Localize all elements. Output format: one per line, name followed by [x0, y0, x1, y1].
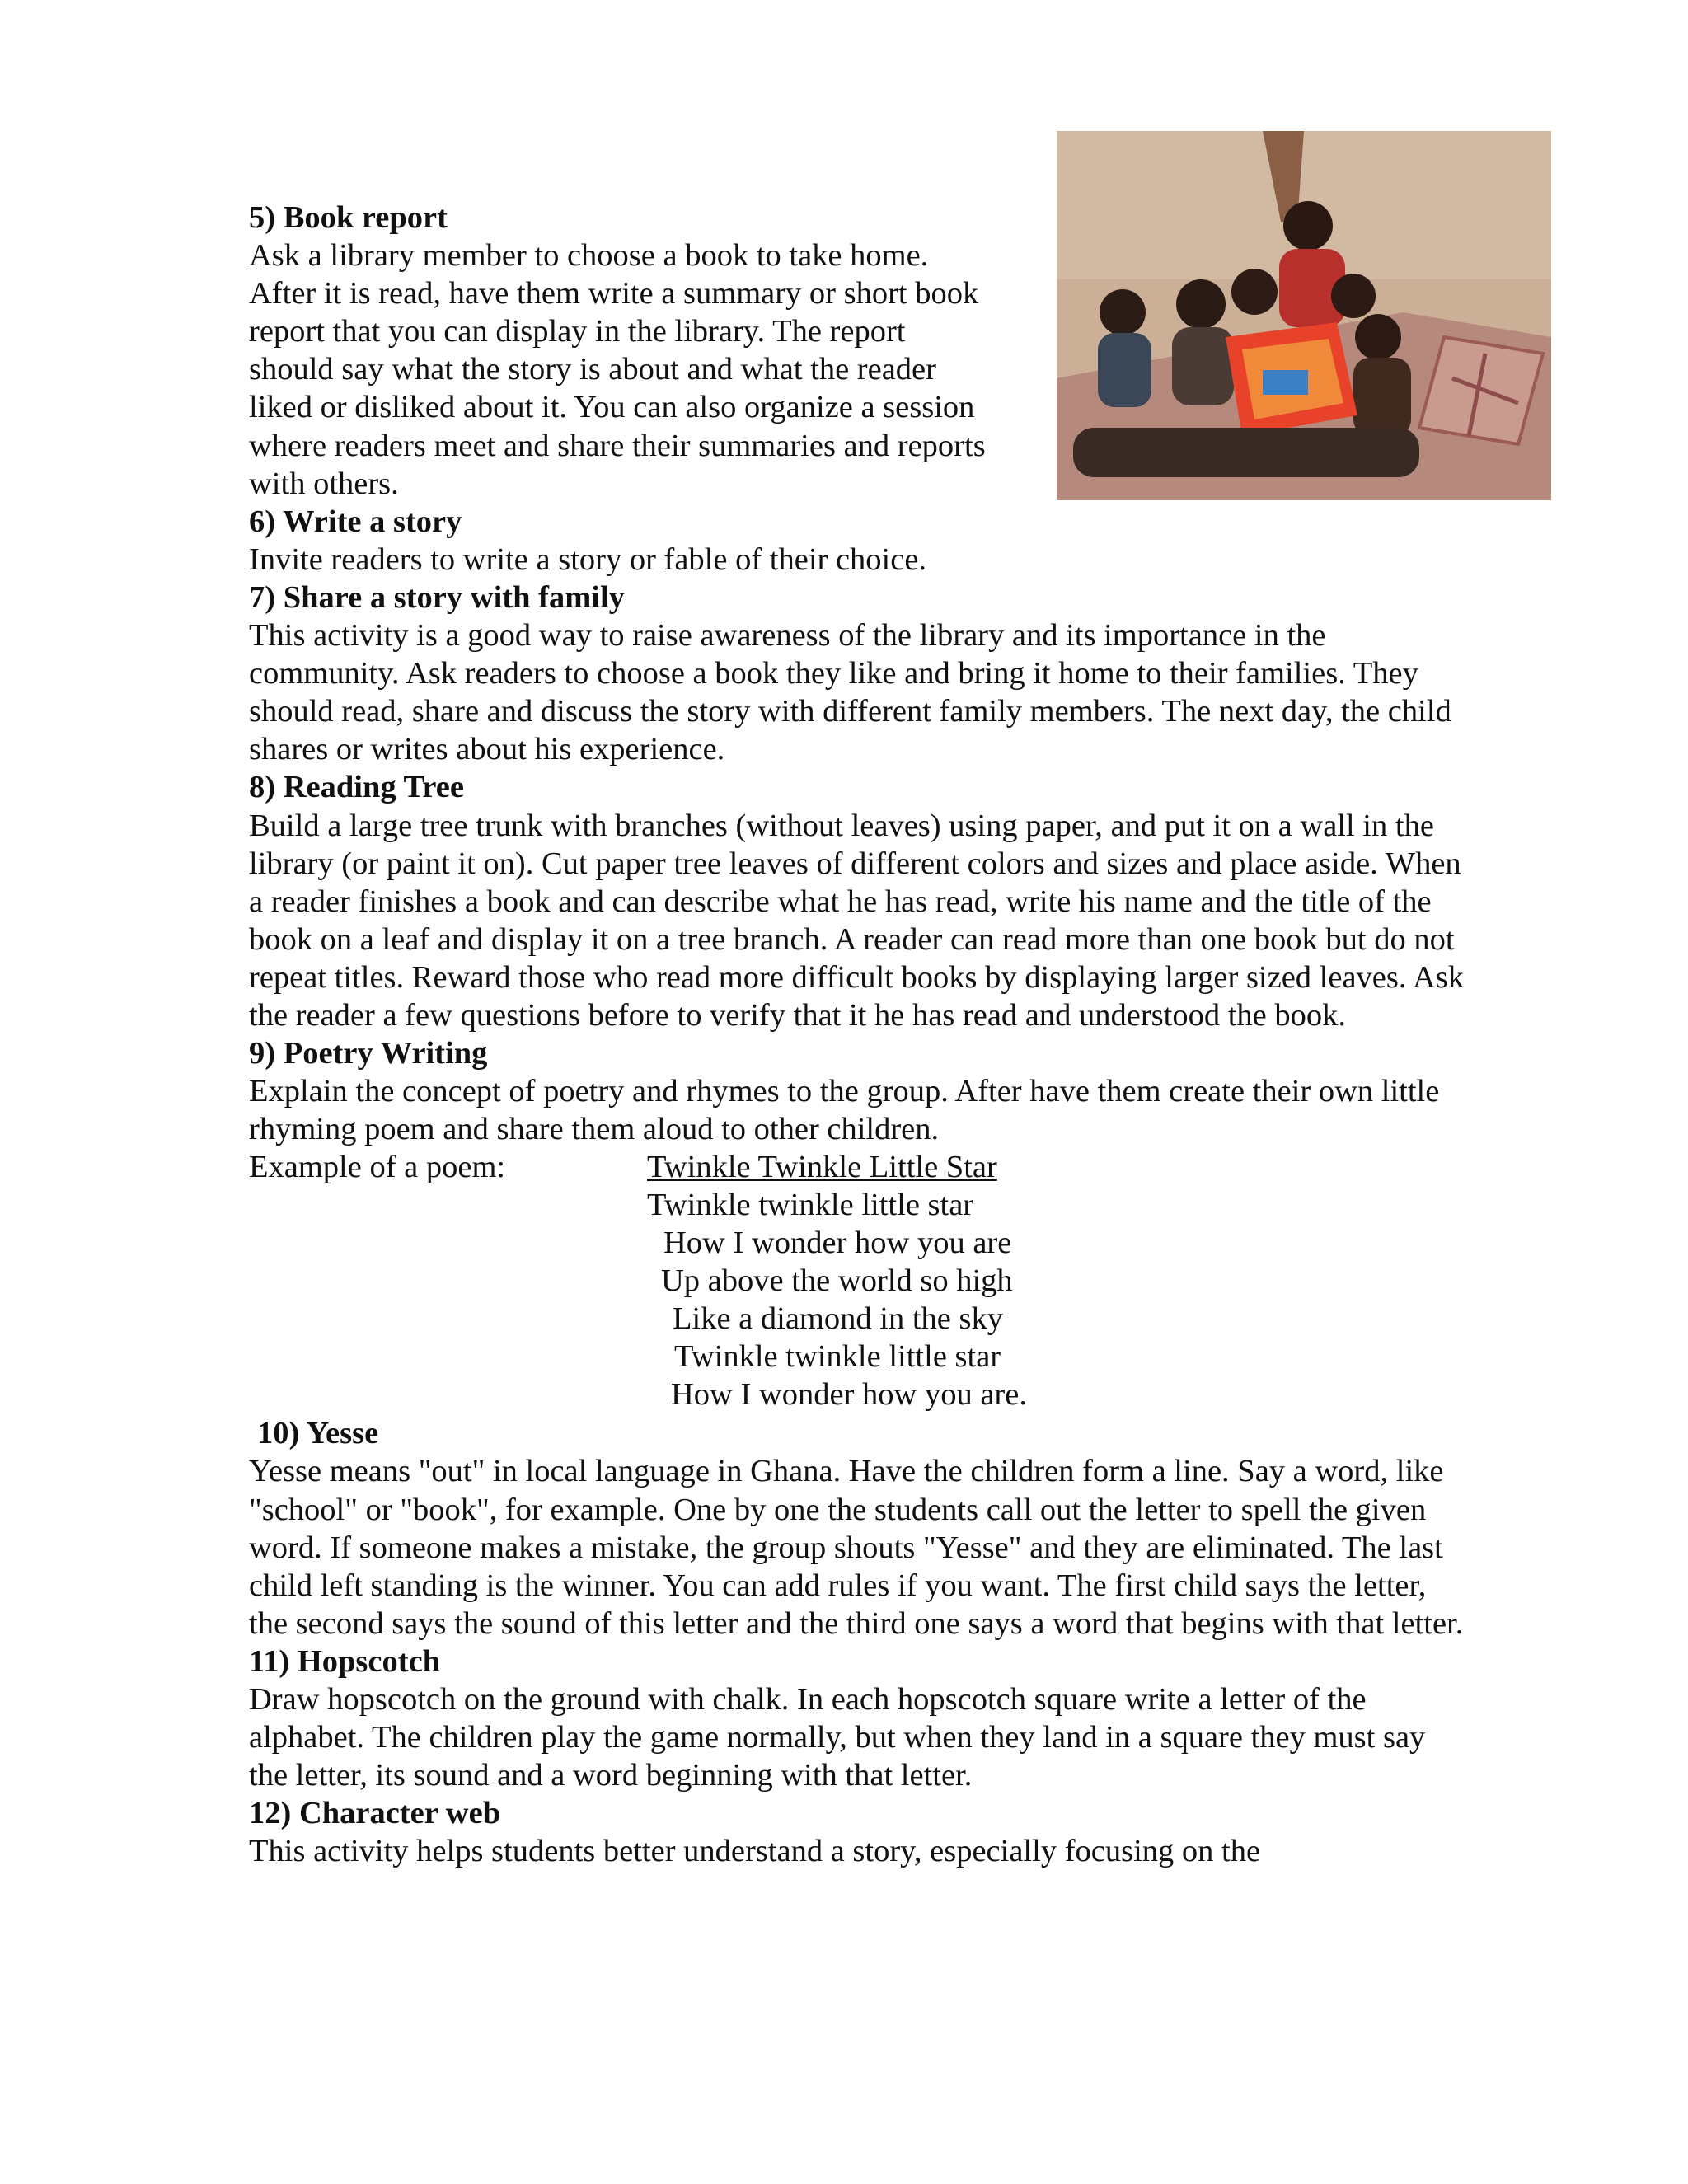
poem-line: Twinkle twinkle little star	[647, 1188, 974, 1223]
character-web-text: This activity helps students better understand a story, especially focusing on the	[249, 1834, 1261, 1869]
poem-line: Like a diamond in the sky	[673, 1301, 1003, 1337]
book-report-line: Ask a library member to choose a book to take home.	[249, 238, 929, 274]
book-report-line: where readers meet and share their summaries and reports	[249, 428, 986, 463]
heading-yesse: 10) Yesse	[257, 1416, 379, 1451]
reading-tree-text: Build a large tree trunk with branches (without leaves) using paper, and put it on a wall in the library (or paint it on). Cut paper tree leaves of different colors and sizes and place aside. When a reader finishes a book and can describe what he has read, write his name and the title of the book on a leaf and display it on a tree branch. A reader can read more than one book but do not repeat titles. Reward those who read more difficult books by displaying larger sized leaves. Ask the reader a few questions before to verify that it he has read and understood the book.	[249, 808, 1465, 1033]
poetry-text: Explain the concept of poetry and rhymes to the group. After have them create their own little rhyming poem and share them aloud to other children.	[249, 1074, 1440, 1147]
poem-example	[249, 1148, 1469, 1414]
heading-poetry-writing: 9) Poetry Writing	[249, 1036, 488, 1071]
heading-hopscotch: 11) Hopscotch	[249, 1643, 441, 1679]
book-report-line: After it is read, have them write a summary or short book	[249, 276, 979, 312]
write-story-text: Invite readers to write a story or fable of their choice.	[249, 541, 927, 577]
book-report-line: report that you can display in the library. The report	[249, 314, 906, 349]
poem-title: Twinkle Twinkle Little Star	[647, 1150, 997, 1185]
document-body	[249, 199, 1469, 1870]
heading-write-story: 6) Write a story	[249, 504, 462, 539]
heading-share-family: 7) Share a story with family	[249, 579, 625, 615]
poem-line: Twinkle twinkle little star	[674, 1339, 1001, 1375]
heading-reading-tree: 8) Reading Tree	[249, 770, 464, 805]
book-report-line: should say what the story is about and what the reader	[249, 352, 936, 387]
poem-line: How I wonder how you are.	[671, 1377, 1027, 1413]
book-report-line: liked or disliked about it. You can also organize a session	[249, 390, 975, 425]
poem-line: Up above the world so high	[661, 1263, 1013, 1299]
heading-book-report: 5) Book report	[249, 200, 448, 235]
poem-example-label: Example of a poem:	[249, 1150, 506, 1185]
heading-character-web: 12) Character web	[249, 1796, 501, 1831]
yesse-text: Yesse means "out" in local language in Ghana. Have the children form a line. Say a word, like "school" or "book", for example. One by one the students call out the letter to spell the given word. If someone makes a mistake, the group shouts "Yesse" and they are eliminated. The last child left standing is the winner. You can add rules if you want. The first child says the letter, the second says the sound of this letter and the third one says a word that begins with that letter.	[249, 1454, 1464, 1641]
poem-line: How I wonder how you are	[663, 1226, 1012, 1261]
share-family-text: This activity is a good way to raise awareness of the library and its importance in the community. Ask readers to choose a book they like and bring it home to their families. They should read, share and discuss the story with different family members. The next day, the child shares or writes about his experience.	[249, 618, 1451, 767]
hopscotch-text: Draw hopscotch on the ground with chalk. In each hopscotch square write a letter of the alphabet. The children play the game normally, but when they land in a square they must say the letter, its sound and a word beginning with that letter.	[249, 1682, 1426, 1793]
book-report-line: with others.	[249, 466, 399, 501]
